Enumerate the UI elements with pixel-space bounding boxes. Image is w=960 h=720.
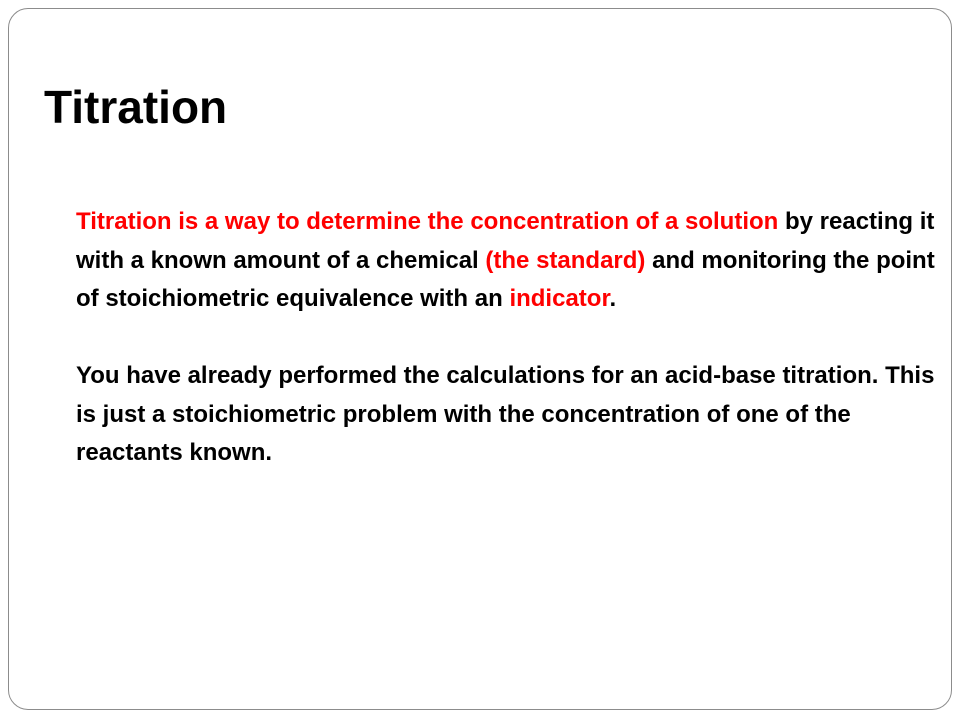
indicator-highlight: indicator: [509, 285, 610, 312]
definition-paragraph: [76, 203, 936, 319]
slide-title: Titration: [44, 81, 228, 133]
slide-body: [76, 203, 936, 473]
definition-highlight: Titration is a way to determine the concentration of a solution: [76, 208, 779, 235]
slide-frame: [8, 8, 952, 710]
standard-highlight: (the standard): [485, 246, 646, 274]
definition-text: by reacting it with a known amount of a chemical: [76, 208, 935, 274]
explanation-paragraph: You have already performed the calculations for an acid-base titration. This is just a stoichiometric problem with the concentration of one of the reactants known.: [76, 362, 935, 466]
definition-text-continued: and monitoring the point of stoichiometric equivalence with an: [76, 246, 935, 312]
definition-period: .: [609, 285, 617, 312]
